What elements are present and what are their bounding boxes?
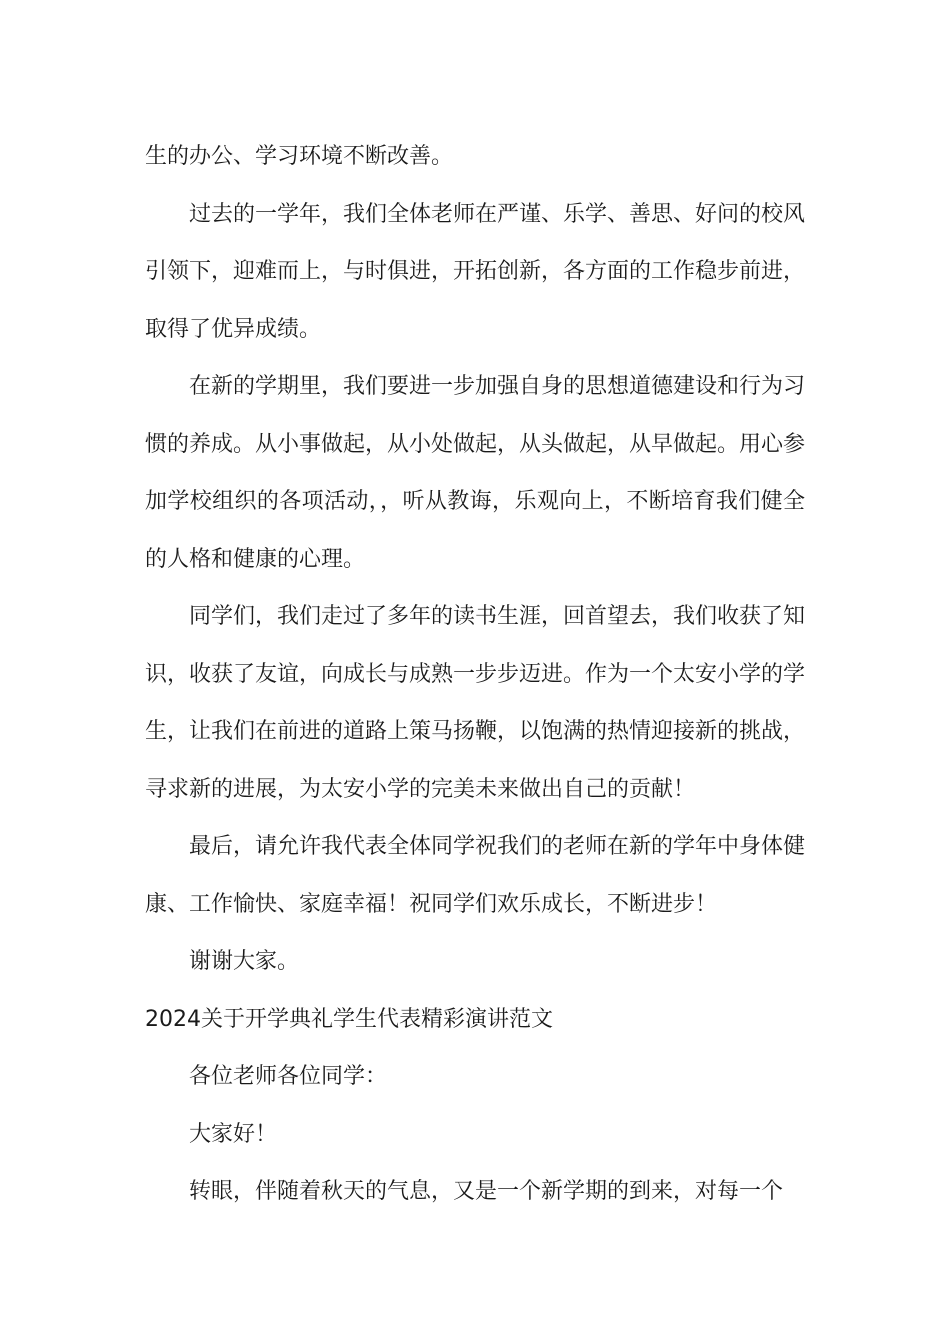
document-body <box>145 128 805 1221</box>
paragraph-salutation: 各位老师各位同学： <box>189 1064 388 1089</box>
paragraph-thanks: 谢谢大家。 <box>189 949 300 974</box>
paragraph-greeting: 大家好！ <box>189 1121 278 1147</box>
paragraph-wishes: 最后，请允许我代表全体同学祝我们的老师在新的学年中身体健康、工作愉快、家庭幸福！祝同学们欢乐成长，不断进步！ <box>145 834 806 917</box>
paragraph-classmates: 同学们，我们走过了多年的读书生涯，回首望去，我们收获了知识，收获了友谊，向成长与成熟一步步迈进。作为一个太安小学的学生，让我们在前进的道路上策马扬鞭，以饱满的热情迎接新的挑战，寻求新的进展，为太安小学的完美未来做出自己的贡献！ <box>145 604 806 802</box>
paragraph-continuation: 生的办公、学习环境不断改善。 <box>145 144 454 169</box>
paragraph-past-year: 过去的一学年，我们全体老师在严谨、乐学、善思、好问的校风引领下，迎难而上，与时俱进，开拓创新，各方面的工作稳步前进，取得了优异成绩。 <box>145 201 806 342</box>
section-title: 2024关于开学典礼学生代表精彩演讲范文 <box>145 1006 553 1032</box>
paragraph-opening: 转眼，伴随着秋天的气息，又是一个新学期的到来，对每一个 <box>189 1179 784 1204</box>
paragraph-new-term: 在新的学期里，我们要进一步加强自身的思想道德建设和行为习惯的养成。从小事做起，从小处做起，从头做起，从早做起。用心参加学校组织的各项活动，，听从教诲，乐观向上，不断培育我们健全的人格和健康的心理。 <box>145 374 806 572</box>
